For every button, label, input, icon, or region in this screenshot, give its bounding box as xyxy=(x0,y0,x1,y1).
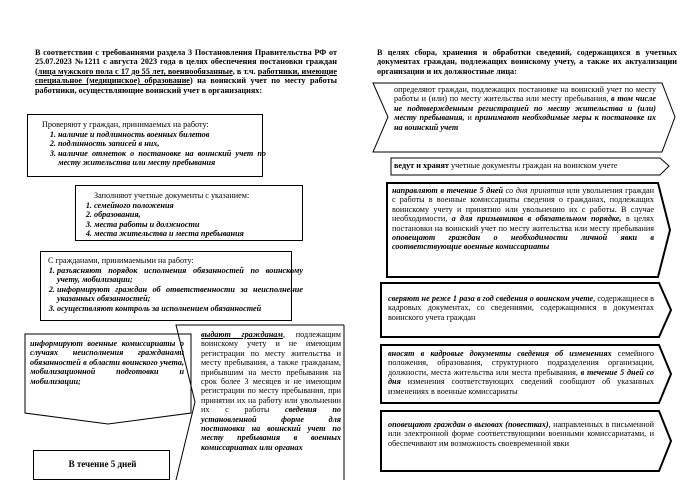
fill-documents-box xyxy=(75,185,303,241)
hired-workers-box xyxy=(40,251,303,321)
check-box-list xyxy=(40,130,266,168)
issue-box-text: выдают гражданам, подлежащим воинскому учету и не имеющим регистрации по месту жительства и месту пребывания, а также гражданам, прибывшим на место пребывания на срок более 3 месяцев и не имеющим регистрации по месту пребывания, при принятии их на работу или увольнении их с работы сведения по установленной форме для постановки на воинский учет по месту пребывания в военных комиссариатах или органах xyxy=(201,330,341,452)
notify-summons-box xyxy=(380,410,672,472)
send-box-text: направляют в течение 5 дней со дня принятия или увольнения граждан с работы в военные комиссариаты сведения о гражданах, подлежащих воинскому учету и принятию или увольнению их с работы. В случае необходимости, а для призывников в обязательном порядке, в целях постановки на воинский учет по месту жительства или месту пребывания оповещают граждан о необходимости личной явки в соответствующие военные комиссариаты xyxy=(392,186,655,252)
fill-box-list xyxy=(76,201,312,239)
list-item: 2. подлинность записей в них, xyxy=(58,139,266,148)
within-5-days-text: В течение 5 дней xyxy=(68,459,137,469)
list-item: 2. информируют граждан об ответственности за неисполнение указанных обязанностей; xyxy=(57,285,303,304)
list-item: 3. наличие отметок о постановке на воинский учет по месту жительства или месту пребывания xyxy=(58,149,266,168)
hired-box-title: С гражданами, принимаемыми на работу: xyxy=(48,256,194,265)
inform-commissariat-box xyxy=(24,333,192,425)
list-item: 2. образования, xyxy=(94,210,312,219)
within-5-days-box xyxy=(33,450,170,480)
list-item: 1. наличие и подлинность военных билетов xyxy=(58,130,266,139)
reconcile-box-text: сверяют не реже 1 раза в год сведения о воинском учете, содержащиеся в кадровых документах, со сведениями, содержащимися в документах воинского учета граждан xyxy=(388,294,655,322)
list-item: 3. осуществляют контроль за исполнением обязанностей xyxy=(57,304,303,313)
hired-box-list xyxy=(39,266,303,313)
right-intro-paragraph: В целях сбора, хранения и обработки сведений, содержащихся в учетных документах граждан, подлежащих воинскому учету, а также их актуализации организации и их должностные лица: xyxy=(377,48,677,76)
list-item: 3. места работы и должности xyxy=(94,220,312,229)
check-documents-box xyxy=(27,114,266,177)
left-intro-paragraph: В соответствии с требованиями раздела 3 Постановления Правительства РФ от 25.07.2023 №1211 с августа 2023 года в целях обеспечения постановки граждан (лица мужского пола с 17 до 55 лет, военнообязанные, в т.ч. работники, имеющие специальное (медицинское) образование) на воинский учет по месту работы работники, осуществляющие воинский учет в организациях: xyxy=(35,48,337,95)
keep-documents-box xyxy=(390,157,670,176)
list-item: 1. разъясняют порядок исполнения обязанностей по воинскому учету, мобилизации; xyxy=(57,266,303,285)
list-item: 1. семейного положения xyxy=(94,201,312,210)
reconcile-info-box xyxy=(380,282,672,338)
list-item: 4. места жительства и места пребывания xyxy=(94,229,312,238)
determine-box-text: определяют граждан, подлежащих постановке на воинский учет по месту работы и (или) по месту жительства или месту пребывания, в том числе не подтвержденным регистрацией по месту жительства и (или) месту пребывания, и принимают необходимые меры к постановке их на воинский учет xyxy=(394,85,656,132)
keep-box-text: ведут и хранят учетные документы граждан на воинском учете xyxy=(394,161,618,170)
issue-info-box xyxy=(175,324,345,480)
record-changes-box xyxy=(380,344,672,404)
record-box-text: вносят в кадровые документы сведения об изменениях семейного положения, образования, структурного подразделения организации, должности, места жительства или места пребывания, в течение 5 дней со дня изменения соответствующих сведений сообщают об указанных изменениях в военные комиссариаты xyxy=(388,349,654,396)
send-info-box xyxy=(386,182,671,278)
inform-box-text: информируют военные комиссариаты о случаях неисполнения гражданами обязанностей в области воинского учета, мобилизационной подготовки и мобилизации; xyxy=(30,339,184,386)
notify-box-text: оповещают граждан о вызовах (повестках), направленных в письменной или электронной форме соответствующими военными комиссариатами, и обеспечивают им возможность своевременной явки xyxy=(388,420,654,448)
determine-citizens-box xyxy=(372,82,676,153)
fill-box-title: Заполняют учетные документы с указанием: xyxy=(94,191,250,200)
check-box-title: Проверяют у граждан, принимаемых на работу: xyxy=(42,120,209,129)
